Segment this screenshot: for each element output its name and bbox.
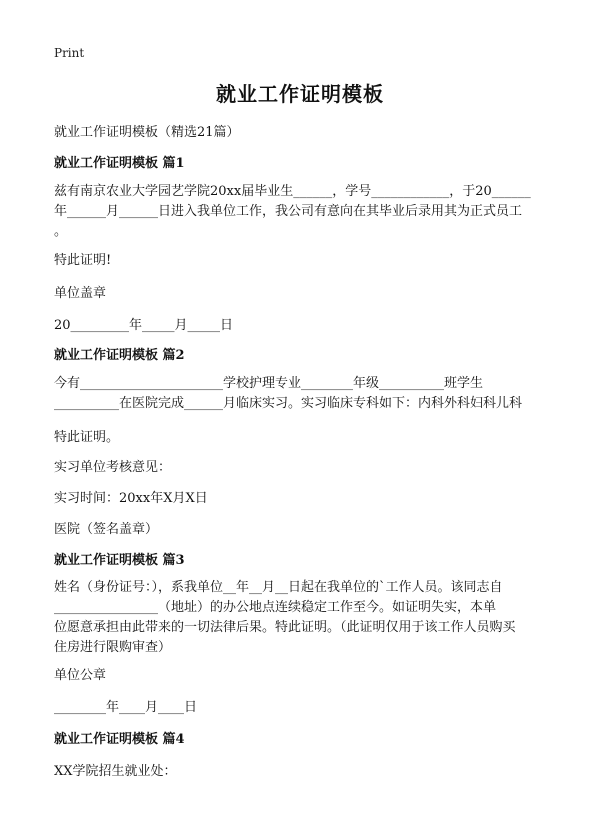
section-2-time: 实习时间：20xx年X月X日 [54,491,208,506]
print-label[interactable]: Print [54,46,85,60]
section-1-heading: 就业工作证明模板 篇1 [54,156,185,171]
section-3-date: ________年____月____日 [54,700,198,715]
section-2-line-2: __________在医院完成______月临床实习。实习临床专科如下：内科外科妇科儿科 [54,396,523,411]
section-3-line-2: ________________（地址）的办公地点连续稳定工作至今。如证明失实，本单 [54,600,497,615]
section-2-hospital: 医院（签名盖章） [54,522,159,537]
section-4-heading: 就业工作证明模板 篇4 [54,732,185,747]
section-1-stamp: 单位盖章 [54,286,107,301]
section-3-paragraph [54,578,546,658]
section-1-certify: 特此证明! [54,253,112,268]
section-2-paragraph [54,374,546,414]
section-2-line-1: 今有______________________学校护理专业________年级__________班学生 [54,376,484,391]
subtitle: 就业工作证明模板（精选21篇） [54,125,240,140]
section-3-line-1: 姓名（身份证号：），系我单位__年__月__日起在我单位的`工作人员。该同志自 [54,580,503,595]
section-2-heading: 就业工作证明模板 篇2 [54,348,185,363]
section-1-paragraph [54,182,546,242]
section-3-line-3: 位愿意承担由此带来的一切法律后果。特此证明。（此证明仅用于该工作人员购买 [54,620,516,635]
section-3-line-4: 住房进行限购审查） [54,640,172,655]
section-3-seal: 单位公章 [54,668,107,683]
section-3-heading: 就业工作证明模板 篇3 [54,553,185,568]
section-4-addressee: XX学院招生就业处： [54,764,177,779]
section-1-line-1: 兹有南京农业大学园艺学院20xx届毕业生______，学号____________，于20______ [54,184,531,199]
section-2-certify: 特此证明。 [54,430,120,445]
section-1-line-3: 。 [54,224,68,239]
section-1-line-2: 年______月______日进入我单位工作，我公司有意向在其毕业后录用其为正式员工 [54,204,523,219]
section-2-assessment: 实习单位考核意见： [54,460,172,475]
section-1-date: 20_________年_____月_____日 [54,318,234,333]
page-title: 就业工作证明模板 [216,82,384,106]
